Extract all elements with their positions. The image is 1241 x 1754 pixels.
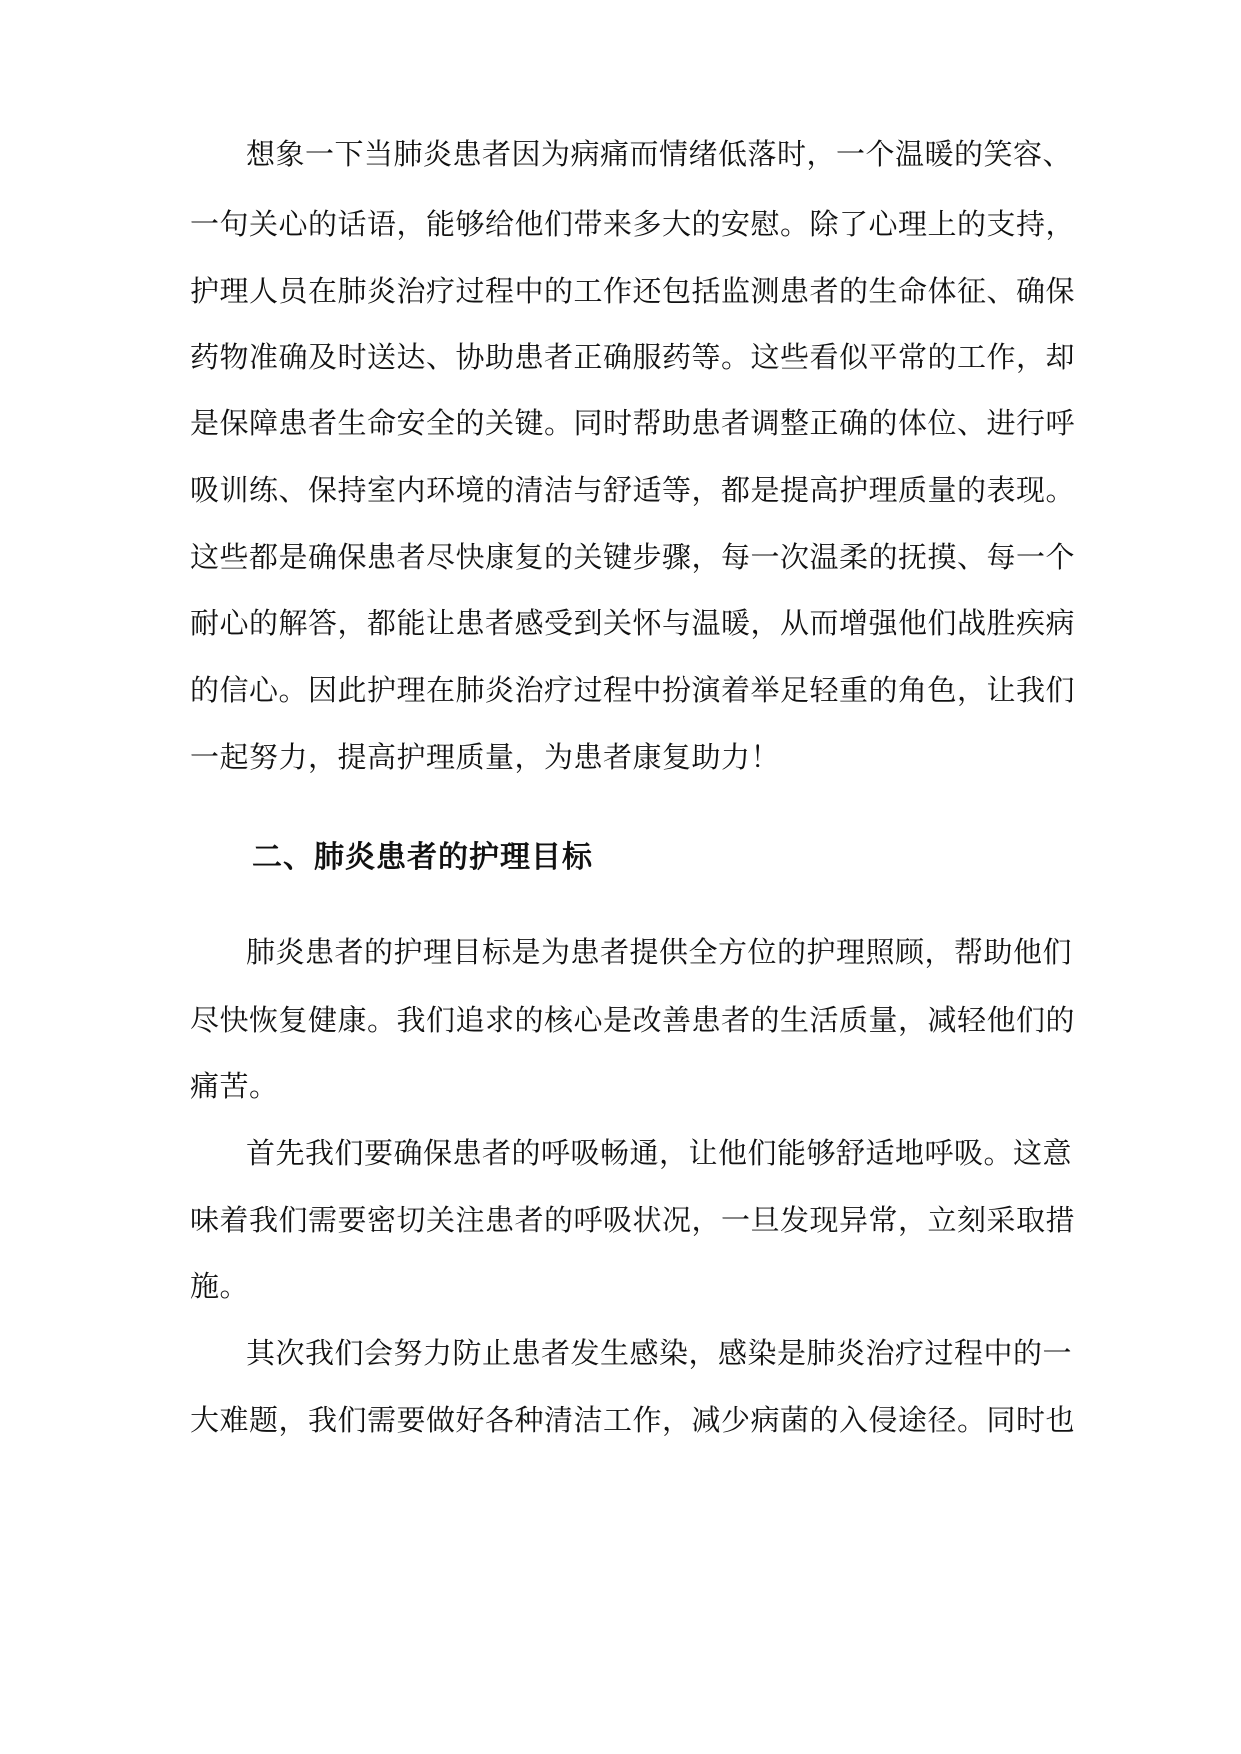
text-line: 首先我们要确保患者的呼吸畅通，让他们能够舒适地呼吸。这意: [246, 1136, 1073, 1170]
text-line: 其次我们会努力防止患者发生感染，感染是肺炎治疗过程中的一: [246, 1336, 1073, 1370]
text-line: 药物准确及时送达、协助患者正确服药等。这些看似平常的工作，却: [190, 340, 1076, 374]
text-line: 是保障患者生命安全的关键。同时帮助患者调整正确的体位、进行呼: [190, 406, 1076, 440]
section-heading: 二、肺炎患者的护理目标: [252, 840, 593, 875]
text-line: 一句关心的话语，能够给他们带来多大的安慰。除了心理上的支持，: [190, 207, 1076, 241]
text-line: 护理人员在肺炎治疗过程中的工作还包括监测患者的生命体征、确保: [190, 274, 1076, 308]
text-line: 肺炎患者的护理目标是为患者提供全方位的护理照顾，帮助他们: [246, 935, 1073, 969]
text-line: 想象一下当肺炎患者因为病痛而情绪低落时，一个温暖的笑容、: [246, 137, 1073, 171]
text-line: 尽快恢复健康。我们追求的核心是改善患者的生活质量，减轻他们的: [190, 1003, 1076, 1037]
text-line: 痛苦。: [190, 1069, 279, 1103]
text-line: 施。: [190, 1269, 250, 1303]
text-line: 一起努力，提高护理质量，为患者康复助力！: [190, 740, 781, 774]
text-line: 这些都是确保患者尽快康复的关键步骤，每一次温柔的抚摸、每一个: [190, 540, 1076, 574]
text-line: 大难题，我们需要做好各种清洁工作，减少病菌的入侵途径。同时也: [190, 1403, 1076, 1437]
text-line: 味着我们需要密切关注患者的呼吸状况，一旦发现异常，立刻采取措: [190, 1203, 1076, 1237]
text-line: 耐心的解答，都能让患者感受到关怀与温暖，从而增强他们战胜疾病: [190, 606, 1076, 640]
text-line: 的信心。因此护理在肺炎治疗过程中扮演着举足轻重的角色，让我们: [190, 673, 1076, 707]
text-line: 吸训练、保持室内环境的清洁与舒适等，都是提高护理质量的表现。: [190, 473, 1076, 507]
